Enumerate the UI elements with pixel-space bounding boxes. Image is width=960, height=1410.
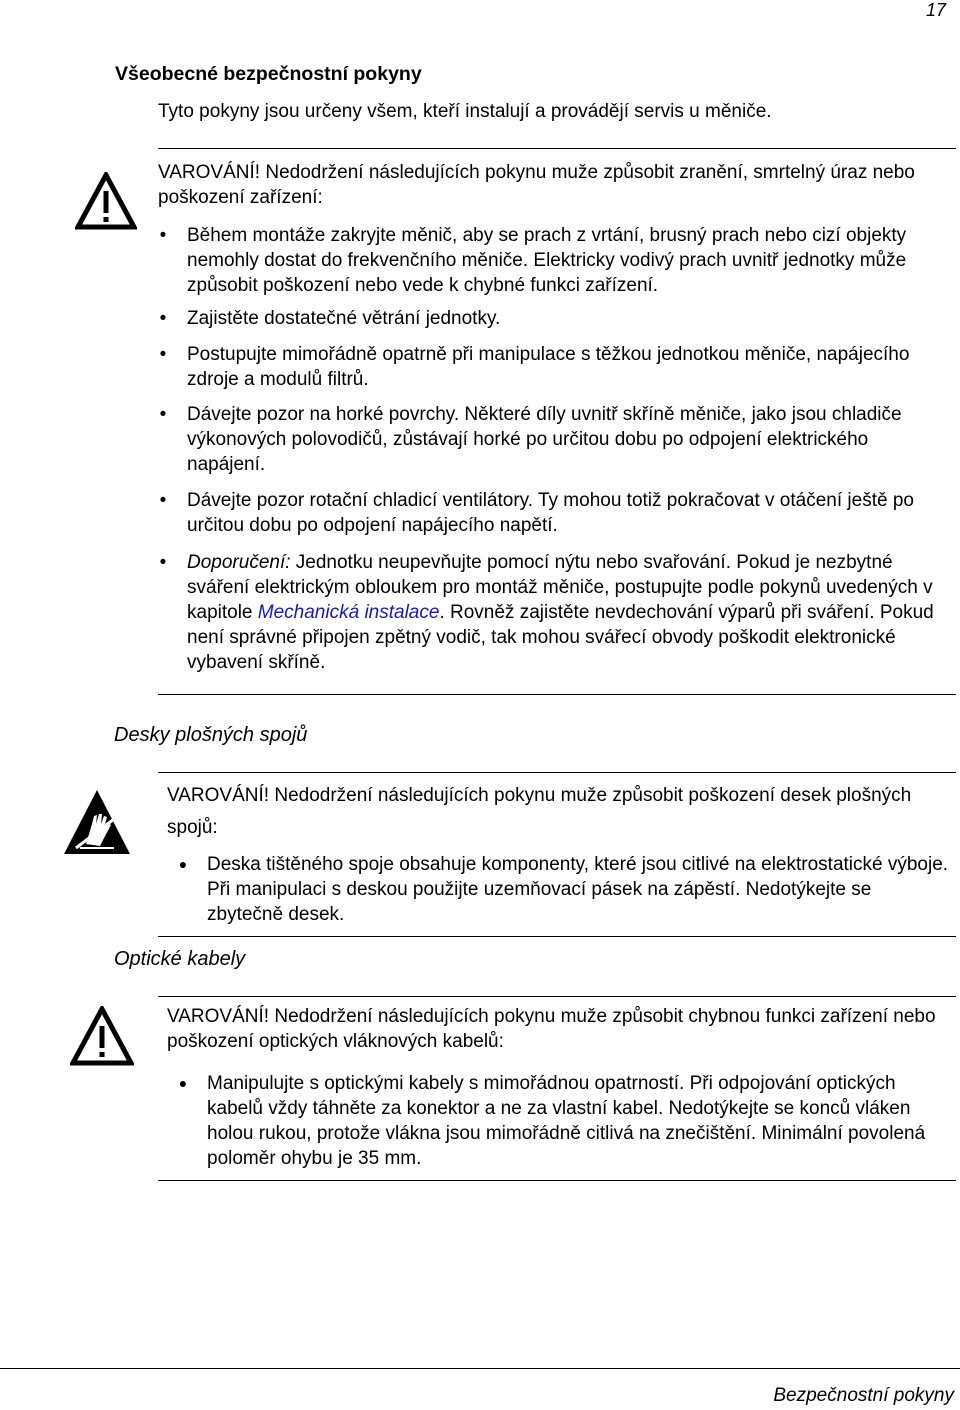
- warning1-label: VAROVÁNÍ!: [158, 162, 261, 183]
- list-item: [159, 402, 947, 477]
- list-item: [178, 1071, 952, 1171]
- bullet-icon: •: [159, 552, 167, 573]
- list-item-text: Zajistěte dostatečné větrání jednotky.: [187, 308, 501, 329]
- warning1-body: Nedodržení následujících pokynu muže způsobit zranění, smrtelný úraz nebo poškození zařízení:: [158, 162, 915, 208]
- warning3-bottom-rule: [158, 1180, 956, 1181]
- warning3-label: VAROVÁNÍ!: [167, 1006, 270, 1027]
- warning1-top-rule: [158, 148, 956, 149]
- list-item-text: Dávejte pozor rotační chladicí ventilátory. Ty mohou totiž pokračovat v otáčení ještě po určitou dobu po odpojení napájecího napětí.: [187, 490, 914, 536]
- warning2-bottom-rule: [158, 936, 956, 937]
- list-item: [159, 488, 947, 538]
- list-item-text: Deska tištěného spoje obsahuje komponenty, které jsou citlivé na elektrostatické výboje. Při manipulaci s deskou použijte uzemňovací pásek na zápěstí. Nedotýkejte se zbytečně desek.: [207, 854, 949, 925]
- bullet-icon: ●: [178, 856, 188, 872]
- list-item: [159, 342, 947, 392]
- warning-triangle-icon: [75, 172, 137, 230]
- bullet-icon: •: [159, 490, 167, 511]
- bullet-icon: •: [159, 344, 167, 365]
- list-item-text: Během montáže zakryjte měnič, aby se prach z vrtání, brusný prach nebo cizí objekty nemohly dostat do frekvenčního měniče. Elektricky vodivý prach uvnitř jednotky může způsobit poškození nebo vede k chybné funkci zařízení.: [187, 225, 907, 296]
- list-item: [159, 306, 947, 331]
- recommendation-label: Doporučení:: [187, 552, 291, 573]
- bullet-icon: •: [159, 404, 167, 425]
- warning2-top-rule: [158, 772, 956, 773]
- list-item-text: Postupujte mimořádně opatrně při manipulace s těžkou jednotkou měniče, napájecího zdroje a modulů filtrů.: [187, 344, 910, 390]
- warning1-bottom-rule: [158, 694, 956, 695]
- warning3-top-rule: [158, 996, 956, 997]
- warning2-bullet-list: [178, 852, 952, 927]
- footer-title: Bezpečnostní pokyny: [773, 1385, 954, 1406]
- list-item-text: Manipulujte s optickými kabely s mimořádnou opatrností. Při odpojování optických kabelů vždy táhněte za konektor a ne za vlastní kabel. Nedotýkejte se konců vláken holou rukou, protože vlákna jsou mimořádně citlivá na znečištění. Minimální povolená poloměr ohybu je 35 mm.: [207, 1073, 926, 1169]
- warning1-text: [158, 160, 938, 210]
- list-item-text: . Rovněž zajistěte nevdechování výparů při sváření. Pokud není správné připojen zpětný vodič, tak mohou svářecí obvody poškodit elektronické vybavení skříně.: [187, 602, 934, 673]
- list-item-text: Dávejte pozor na horké povrchy. Některé díly uvnitř skříně měniče, jako jsou chladiče výkonových polovodičů, zůstávají horké po určitou dobu po odpojení elektrického napájení.: [187, 404, 902, 475]
- esd-warning-icon: [62, 788, 132, 856]
- warning2-text: [167, 780, 937, 844]
- warning1-bullet-list: [159, 223, 947, 675]
- list-item-text: Jednotku neupevňujte pomocí nýtu nebo svařování. Pokud je nezbytné sváření elektrickým obloukem pro montáž měniče, postupujte podle pokynů uvedených v kapitole: [187, 552, 933, 623]
- warning2-label: VAROVÁNÍ!: [167, 785, 270, 806]
- warning3-body: Nedodržení následujících pokynu muže způsobit chybnou funkci zařízení nebo poškození optických vláknových kabelů:: [167, 1006, 936, 1052]
- list-item: [159, 223, 947, 298]
- list-item: [178, 852, 952, 927]
- warning3-bullet-list: [178, 1071, 952, 1171]
- section3-title: Optické kabely: [114, 948, 246, 970]
- list-item: [159, 550, 947, 675]
- bullet-icon: •: [159, 225, 167, 246]
- bullet-icon: •: [159, 308, 167, 329]
- footer-rule: [0, 1368, 960, 1369]
- intro-paragraph: Tyto pokyny jsou určeny všem, kteří instalují a provádějí servis u měniče.: [158, 101, 772, 122]
- section2-title: Desky plošných spojů: [114, 724, 308, 746]
- warning3-text: [167, 1004, 937, 1054]
- warning2-body: Nedodržení následujících pokynu muže způsobit poškození desek plošných spojů:: [167, 785, 912, 838]
- section-title: Všeobecné bezpečnostní pokyny: [115, 63, 422, 85]
- page-number: 17: [925, 0, 946, 20]
- mechanical-installation-link[interactable]: Mechanická instalace: [257, 602, 440, 623]
- warning-triangle-icon: [70, 1006, 134, 1066]
- bullet-icon: ●: [178, 1075, 188, 1091]
